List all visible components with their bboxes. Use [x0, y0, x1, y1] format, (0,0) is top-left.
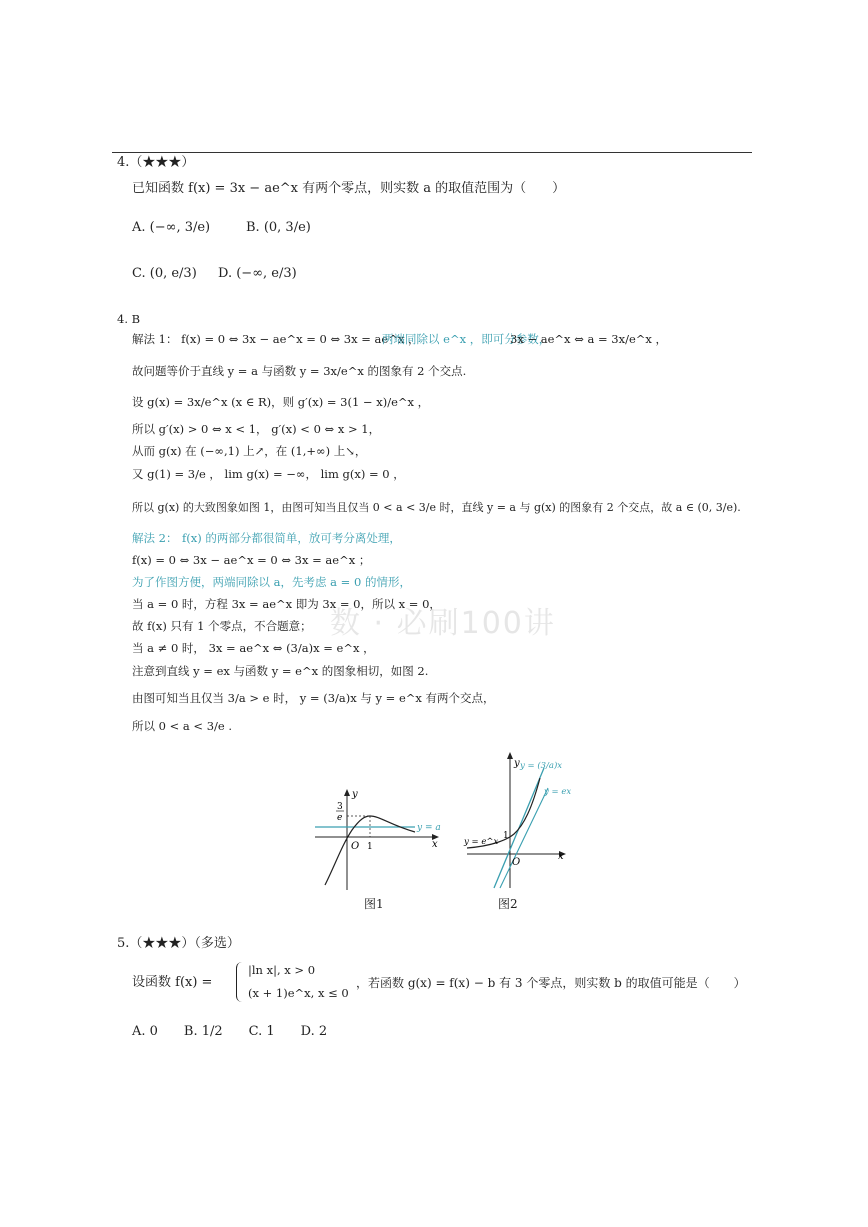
fig2-one: 1 [503, 831, 509, 841]
figure-1 [310, 785, 450, 890]
solution-2-line-3: 当 a = 0 时，方程 3x = ae^x 即为 3x = 0，所以 x = 0， [132, 597, 441, 611]
q5-stem-b: ，若函数 g(x) = f(x) − b 有 3 个零点，则实数 b 的取值可能是（ ） [356, 976, 746, 990]
q5-case-1: |ln x|, x > 0 [248, 963, 316, 977]
fig1-peak-num: 3 [337, 802, 343, 812]
fig1-origin: O [351, 841, 360, 852]
fig2-y-label: y [514, 758, 520, 769]
q5-options: A. 0 B. 1/2 C. 1 D. 2 [132, 1024, 328, 1039]
fig1-caption: 图1 [364, 897, 384, 911]
q5-case-2: (x + 1)e^x, x ≤ 0 [248, 986, 349, 1000]
fig2-x-label: x [558, 851, 564, 862]
fig1-tick-1: 1 [367, 842, 373, 852]
fig1-x-label: x [432, 839, 438, 850]
solution-2-line-5: 当 a ≠ 0 时， 3x = ae^x ⇔ (3/a)x = e^x ， [132, 641, 375, 655]
q5-header: 5.（★★★）（多选） [117, 936, 240, 951]
solution-2-line-8: 所以 0 < a < 3/e . [132, 719, 233, 733]
fig2-curve-label: y = e^x [464, 837, 499, 847]
solution-1-line-4: 所以 g′(x) > 0 ⇔ x < 1， g′(x) < 0 ⇔ x > 1， [132, 422, 381, 436]
solution-1-note: 两端同除以 e^x ，即可分参数， [382, 332, 551, 346]
solution-2-line-2: 为了作图方便，两端同除以 a，先考虑 a = 0 的情形， [132, 575, 411, 589]
solution-2-note: f(x) 的两部分都很简单，放可考分离处理， [182, 531, 401, 545]
fig2-line1-label: y = (3/a)x [520, 761, 563, 771]
solution-1-line-7: 所以 g(x) 的大致图象如图 1，由图可知当且仅当 0 < a < 3/e 时，直线 y = a 与 g(x) 的图象有 2 个交点，故 a ∈ (0, 3/e). [132, 501, 741, 514]
fig1-line-label: y = a [417, 823, 441, 833]
fig1-y-label: y [352, 789, 358, 800]
answer-label: 4. B [117, 312, 141, 326]
solution-2-line-1: f(x) = 0 ⇔ 3x − ae^x = 0 ⇔ 3x = ae^x ； [132, 553, 371, 567]
top-rule [112, 152, 752, 153]
solution-1-line-1c: 3x − ae^x ⇔ a = 3x/e^x ， [510, 332, 668, 346]
solution-2-label: 解法 2： [132, 531, 178, 545]
solution-1-line-5: 从而 g(x) 在 (−∞,1) 上↗，在 (1,+∞) 上↘， [132, 444, 367, 458]
fig2-caption: 图2 [498, 897, 518, 911]
q4-stem: 已知函数 f(x) = 3x − ae^x 有两个零点，则实数 a 的取值范围为（ ） [132, 181, 566, 196]
solution-1-line-3: 设 g(x) = 3x/e^x (x ∈ R)，则 g′(x) = 3(1 − x)/e^x ， [132, 395, 430, 409]
figure-2 [462, 748, 572, 893]
solution-1-line-2: 故问题等价于直线 y = a 与函数 y = 3x/e^x 的图象有 2 个交点. [132, 364, 467, 378]
q4-option-d: D. (−∞, e/3) [218, 266, 297, 281]
q4-option-a: A. (−∞, 3/e) [132, 220, 211, 235]
fig1-peak-den: e [337, 813, 343, 823]
solution-1-line-6: 又 g(1) = 3/e ， lim g(x) = −∞， lim g(x) = 0 ， [132, 467, 405, 481]
q4-option-b: B. (0, 3/e) [246, 220, 311, 235]
solution-1-line-1a: 解法 1： f(x) = 0 ⇔ 3x − ae^x = 0 ⇔ 3x = ae^x ， [132, 332, 420, 346]
q5-stem-a: 设函数 f(x) = [132, 975, 213, 990]
fig2-line2-label: y = ex [544, 787, 572, 797]
q4-header: 4.（★★★） [117, 155, 195, 170]
solution-2-line-4: 故 f(x) 只有 1 个零点，不合题意； [132, 619, 312, 633]
watermark: 数 · 必刷100讲 [330, 606, 556, 641]
q5-brace [236, 962, 245, 1002]
fig2-origin: O [512, 857, 521, 868]
solution-2-line-7: 由图可知当且仅当 3/a > e 时， y = (3/a)x 与 y = e^x 有两个交点， [132, 691, 495, 705]
q4-option-c: C. (0, e/3) [132, 266, 197, 281]
solution-2-line-6: 注意到直线 y = ex 与函数 y = e^x 的图象相切，如图 2. [132, 664, 429, 678]
